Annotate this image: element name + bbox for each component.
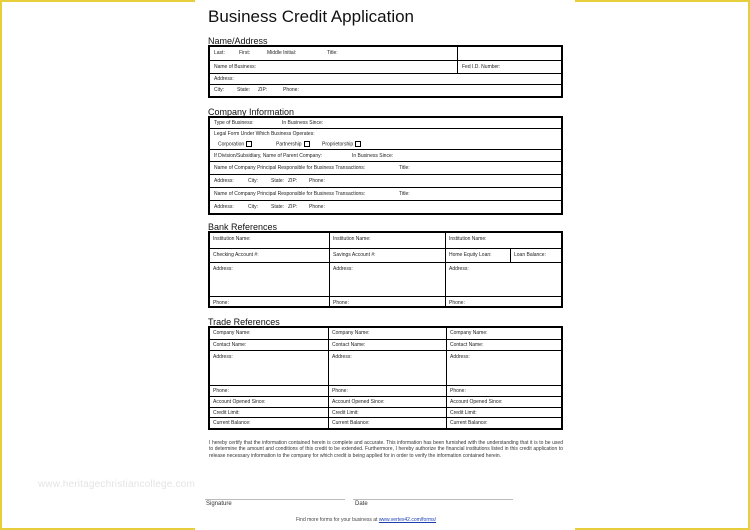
trade-1-company-cell[interactable] [210,328,328,339]
bank-institution-row [210,233,561,248]
principal-address-row-1[interactable] [210,174,561,188]
date-label: Date [355,501,368,507]
bank-3-phone-label: Phone: [449,300,465,306]
page-title: Business Credit Application [208,7,415,26]
principal-address-label-2: Address: [214,204,234,210]
trade-3-balance-label: Current Balance: [450,420,488,426]
section-heading-name-address: Name/Address [208,36,268,46]
blank-cell[interactable] [457,47,561,60]
principal-phone-label-2: Phone: [309,204,325,210]
trade-references-table [208,326,563,430]
tax-id-label: Fed I.D. Number: [462,64,501,70]
trade-1-address-cell[interactable] [210,351,328,386]
trade-3-address-cell[interactable] [446,351,561,386]
trade-2-balance-cell[interactable] [328,418,447,429]
title-label: Title: [327,50,338,56]
bank-1-address-label: Address: [213,266,233,272]
principal-address-label-1: Address: [214,178,234,184]
trade-1-balance-cell[interactable] [210,418,328,429]
trade-address-row [210,350,561,386]
city-row[interactable] [210,84,561,97]
first-name-label: First: [239,50,251,56]
trade-2-address-cell[interactable] [328,351,447,386]
trade-2-company-cell[interactable] [328,328,447,339]
bank-address-row [210,262,561,297]
principal-row-1[interactable] [210,161,561,175]
bank-2-institution-cell[interactable] [329,233,446,248]
trade-1-contact-label: Contact Name: [213,342,247,348]
parent-company-label: If Division/Subsidiary, Name of Parent Company: [214,153,323,159]
trade-1-balance-label: Current Balance: [213,420,251,426]
last-name-label: Last: [214,50,225,56]
trade-1-address-label: Address: [213,354,233,360]
trade-2-company-label: Company Name: [332,330,370,336]
business-name-label: Name of Business: [214,64,256,70]
city-label: City: [214,87,224,93]
principal-label-1: Name of Company Principal Responsible for Business Transactions: [214,165,366,171]
corporation-option [218,141,252,147]
trade-3-limit-label: Credit Limit: [450,410,477,416]
type-of-business-label: Type of Business: [214,120,254,126]
principal-row-2[interactable] [210,187,561,201]
trade-3-phone-label: Phone: [450,388,466,394]
corporation-label: Corporation [218,141,245,148]
principal-address-row-2[interactable] [210,200,561,214]
trade-3-company-label: Company Name: [450,330,488,336]
trade-2-address-label: Address: [332,354,352,360]
trade-company-row [210,328,561,339]
section-heading-trade: Trade References [208,317,280,327]
principal-city-label-2: City: [248,204,258,210]
principal-label-2: Name of Company Principal Responsible for Business Transactions: [214,191,366,197]
loan-balance-cell[interactable] [510,249,561,263]
partnership-checkbox[interactable] [304,141,310,147]
bank-3-institution-cell[interactable] [445,233,561,248]
trade-1-opened-label: Account Opened Since: [213,399,266,405]
savings-account-label: Savings Account #: [333,252,376,258]
bank-1-institution-cell[interactable] [210,233,329,248]
bank-2-phone-cell[interactable] [329,297,446,308]
in-business-since-label: In Business Since: [282,120,324,126]
savings-cell[interactable] [329,249,446,263]
bank-1-phone-label: Phone: [213,300,229,306]
principal-state-label-2: State: [271,204,285,210]
partnership-label: Partnership [276,141,302,148]
bank-3-phone-cell[interactable] [445,297,561,308]
trade-3-company-cell[interactable] [446,328,561,339]
bank-2-address-label: Address: [333,266,353,272]
trade-balance-row [210,417,561,429]
signature-line[interactable] [205,499,345,500]
bank-1-institution-label: Institution Name: [213,236,251,242]
home-equity-label: Home Equity Loan: [449,252,492,258]
proprietorship-option [322,141,361,147]
trade-1-company-label: Company Name: [213,330,251,336]
trade-3-address-label: Address: [450,354,470,360]
section-heading-company: Company Information [208,107,295,117]
name-address-table [208,45,563,98]
address-label: Address: [214,76,234,82]
partnership-option [276,141,310,147]
bank-3-institution-label: Institution Name: [449,236,487,242]
principal-state-label-1: State: [271,178,285,184]
checking-cell[interactable] [210,249,329,263]
watermark: www.heritagechristiancollege.com [38,479,196,490]
trade-2-limit-label: Credit Limit: [332,410,359,416]
section-heading-bank: Bank References [208,222,278,232]
name-cell[interactable] [210,47,457,60]
bank-1-phone-cell[interactable] [210,297,329,308]
bank-2-address-cell[interactable] [329,263,446,297]
certification-text: I hereby certify that the information contained herein is complete and accurate. This information has been furnished with the understanding that it is to be used to determine the amount and conditions of this credit to be extended. Furthermore, I hereby authorize the financial institutions listed in this credit application to release necessary information to the company for which credit is being applied for in order to verify the information contained herein. [209,440,563,459]
bank-3-address-label: Address: [449,266,469,272]
zip-label: ZIP: [258,87,268,93]
type-row[interactable] [210,118,561,128]
date-line[interactable] [353,499,513,500]
bank-references-table [208,231,563,308]
principal-city-label-1: City: [248,178,258,184]
trade-2-phone-label: Phone: [332,388,348,394]
phone-label: Phone: [283,87,299,93]
principal-title-label-2: Title: [399,191,410,197]
bank-2-phone-label: Phone: [333,300,349,306]
bank-2-institution-label: Institution Name: [333,236,371,242]
trade-3-balance-cell[interactable] [446,418,561,429]
in-business-since-label-2: In Business Since: [352,153,394,159]
corporation-checkbox[interactable] [246,141,252,147]
principal-title-label-1: Title: [399,165,410,171]
trade-1-limit-label: Credit Limit: [213,410,240,416]
trade-1-phone-label: Phone: [213,388,229,394]
footer [296,517,436,523]
proprietorship-checkbox[interactable] [355,141,361,147]
bank-phone-row [210,296,561,308]
legal-form-row [210,128,561,150]
bank-account-row [210,248,561,263]
principal-zip-label-2: ZIP: [288,204,298,210]
trade-3-opened-label: Account Opened Since: [450,399,503,405]
trade-2-opened-label: Account Opened Since: [332,399,385,405]
state-label: State: [237,87,251,93]
checking-account-label: Checking Account #: [213,252,259,258]
loan-balance-label: Loan Balance: [514,252,546,258]
legal-form-label: Legal Form Under Which Business Operates: [214,131,315,137]
middle-initial-label: Middle Initial: [267,50,297,56]
footer-text: Find more forms for your business at [296,517,378,523]
trade-2-contact-label: Contact Name: [332,342,366,348]
bank-1-address-cell[interactable] [210,263,329,297]
trade-3-contact-label: Contact Name: [450,342,484,348]
footer-link[interactable]: www.vertex42.com/forms/ [378,517,437,523]
home-equity-cell[interactable] [445,249,511,263]
name-row [210,47,561,60]
trade-2-balance-label: Current Balance: [332,420,370,426]
business-row [210,60,561,74]
signature-label: Signature [206,501,232,507]
proprietorship-label: Proprietorship [322,141,354,148]
principal-zip-label-1: ZIP: [288,178,298,184]
company-info-table [208,116,563,215]
principal-phone-label-1: Phone: [309,178,325,184]
bank-3-address-cell[interactable] [445,263,561,297]
